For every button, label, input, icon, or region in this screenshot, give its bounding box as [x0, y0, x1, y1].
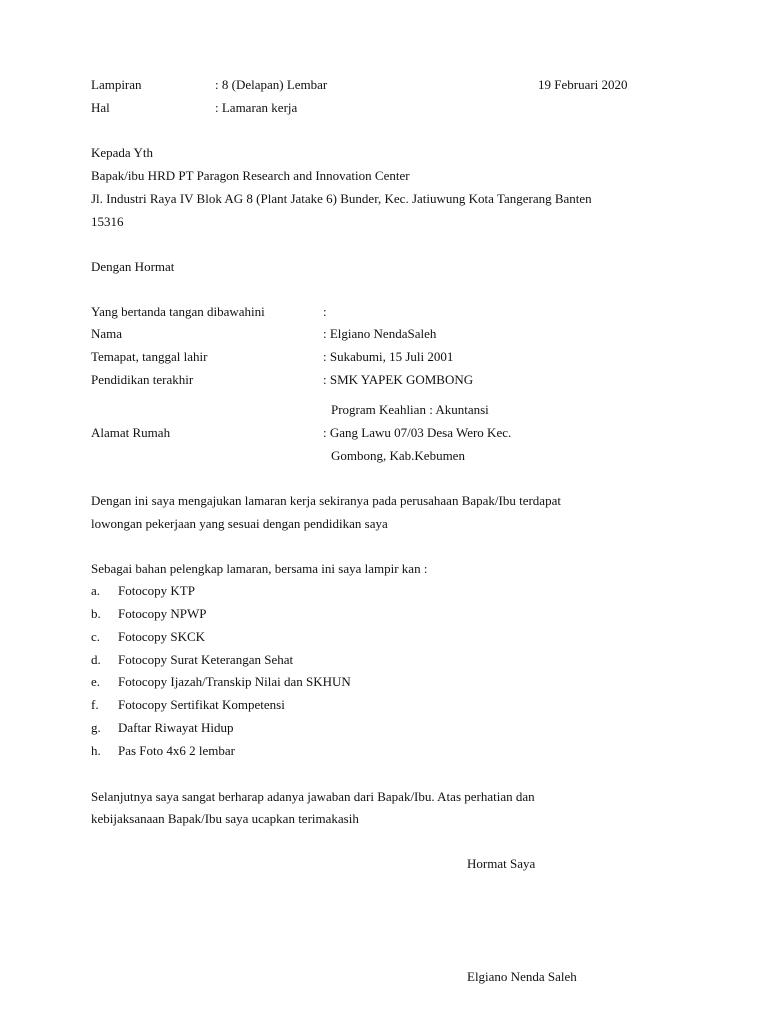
paragraph-1-line-2: lowongan pekerjaan yang sesuai dengan pendidikan saya	[91, 516, 388, 531]
attachment-marker: d.	[91, 652, 101, 667]
lampiran-label: Lampiran	[91, 77, 142, 92]
attachment-marker: a.	[91, 583, 101, 598]
salutation: Dengan Hormat	[91, 259, 175, 274]
identity-program: Program Keahlian : Akuntansi	[331, 402, 489, 417]
lampiran-value: : 8 (Delapan) Lembar	[215, 77, 328, 92]
identity-name-value: : Elgiano NendaSaleh	[323, 326, 437, 341]
identity-address-line-2: Gombong, Kab.Kebumen	[331, 448, 465, 463]
attachment-marker: f.	[91, 697, 99, 712]
attachment-marker: h.	[91, 743, 101, 758]
closing-regards: Hormat Saya	[467, 856, 536, 871]
attachments-intro: Sebagai bahan pelengkap lamaran, bersama ini saya lampir kan :	[91, 561, 428, 576]
recipient-line-1: Bapak/ibu HRD PT Paragon Research and Innovation Center	[91, 168, 410, 183]
attachment-item: Fotocopy Ijazah/Transkip Nilai dan SKHUN	[118, 674, 351, 689]
closing-signer: Elgiano Nenda Saleh	[467, 969, 577, 984]
letter-date: 19 Februari 2020	[538, 77, 628, 92]
attachment-item: Pas Foto 4x6 2 lembar	[118, 743, 235, 758]
attachment-item: Fotocopy Sertifikat Kompetensi	[118, 697, 285, 712]
attachment-item: Fotocopy SKCK	[118, 629, 206, 644]
paragraph-1-line-1: Dengan ini saya mengajukan lamaran kerja sekiranya pada perusahaan Bapak/Ibu terdapat	[91, 493, 561, 508]
identity-birth-label: Temapat, tanggal lahir	[91, 349, 208, 364]
identity-address-line-1: : Gang Lawu 07/03 Desa Wero Kec.	[323, 425, 512, 440]
identity-address-label: Alamat Rumah	[91, 425, 171, 440]
paragraph-2-line-1: Selanjutnya saya sangat berharap adanya jawaban dari Bapak/Ibu. Atas perhatian dan	[91, 789, 535, 804]
attachment-item: Fotocopy NPWP	[118, 606, 207, 621]
paragraph-2-line-2: kebijaksanaan Bapak/Ibu saya ucapkan terimakasih	[91, 811, 359, 826]
attachment-marker: b.	[91, 606, 101, 621]
identity-name-label: Nama	[91, 326, 123, 341]
identity-intro-colon: :	[323, 304, 327, 319]
identity-intro-label: Yang bertanda tangan dibawahini	[91, 304, 265, 319]
recipient-line-3: 15316	[91, 214, 124, 229]
hal-label: Hal	[91, 100, 110, 115]
recipient-line-2: Jl. Industri Raya IV Blok AG 8 (Plant Jatake 6) Bunder, Kec. Jatiuwung Kota Tangerang Banten	[91, 191, 592, 206]
attachment-item: Fotocopy Surat Keterangan Sehat	[118, 652, 294, 667]
attachment-item: Daftar Riwayat Hidup	[118, 720, 234, 735]
attachment-marker: e.	[91, 674, 101, 689]
recipient-greeting: Kepada Yth	[91, 145, 153, 160]
attachment-marker: g.	[91, 720, 101, 735]
attachment-item: Fotocopy KTP	[118, 583, 195, 598]
identity-birth-value: : Sukabumi, 15 Juli 2001	[323, 349, 454, 364]
identity-education-label: Pendidikan terakhir	[91, 372, 194, 387]
hal-value: : Lamaran kerja	[215, 100, 298, 115]
attachment-marker: c.	[91, 629, 101, 644]
identity-education-value: : SMK YAPEK GOMBONG	[323, 372, 474, 387]
